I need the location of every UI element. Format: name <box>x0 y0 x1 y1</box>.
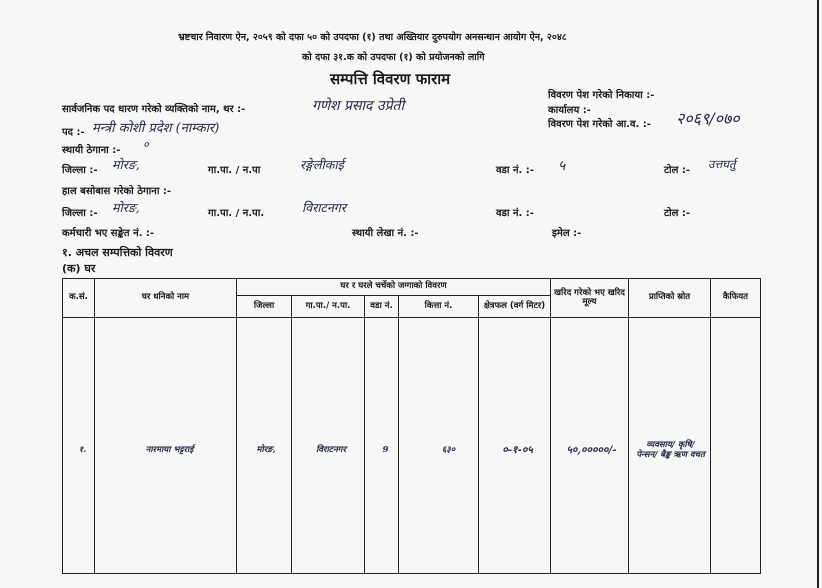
col-source-header: प्राप्तिको स्रोत <box>629 279 711 318</box>
col-district-header: जिल्ला <box>237 296 292 318</box>
employee-code-label: कर्मचारी भए सङ्केत नं. :- <box>62 228 155 239</box>
col-kitta-header: कित्ता नं. <box>399 296 479 318</box>
vdc-value: रङ्गेलीकाई <box>300 157 344 172</box>
col-vdc-header: गा.पा./ न.पा. <box>292 296 365 318</box>
ward-value: ५ <box>558 158 566 174</box>
post-value: मन्त्री कोशी प्रदेश (नाम्कार) <box>92 121 220 136</box>
cell-remarks <box>711 318 761 574</box>
current-vdc-label: गा.पा. / न.पा. <box>208 208 265 219</box>
cell-district: मोरङ, <box>237 318 292 574</box>
col-ward-header: वडा नं. <box>365 296 399 318</box>
tole-label: टोल :- <box>664 165 691 176</box>
cell-ward: 9 <box>365 318 399 574</box>
property-table <box>62 278 761 574</box>
table-row <box>63 318 761 574</box>
col-sn-header: क.सं. <box>63 279 95 318</box>
cell-price: ५०,०००००/- <box>551 318 629 574</box>
office-label: कार्यालय :- <box>548 105 591 116</box>
col-price-header: खरिद गरेको भए खरिद मूल्य <box>551 279 629 318</box>
cell-sn: १. <box>63 318 95 574</box>
name-value: गणेश प्रसाद उप्रेती <box>312 98 405 114</box>
email-label: इमेल :- <box>552 228 582 239</box>
cell-vdc: विराटनगर <box>292 318 365 574</box>
permanent-address-note: ० <box>143 138 149 151</box>
col-group-header: घर र घरले चर्चेको जग्गाको विवरण <box>237 279 551 296</box>
tole-value: उत्तघर्तु <box>708 157 736 171</box>
current-vdc-value: विराटनगर <box>302 200 346 215</box>
current-tole-label: टोल :- <box>664 208 691 219</box>
submitting-office-label: विवरण पेश गरेको निकाया :- <box>548 90 655 101</box>
header-line-2: को दफा ३१.क को उपदफा (१) को प्रयोजनको लागि <box>302 52 485 63</box>
permanent-address-label: स्थायी ठेगाना :- <box>62 145 121 156</box>
header-line-1: भ्रष्टचार निवारण ऐन, २०५९ को दफा ५० को उपदफा (१) तथा अख्तियार दुरुपयोग अनसन्धान आयोग ऐन, २०४८ <box>178 32 567 43</box>
page-border <box>817 0 819 588</box>
section-title: १. अचल सम्पत्तिको विवरण <box>62 246 173 259</box>
vdc-label: गा.पा. / न.पा <box>208 165 261 176</box>
post-label: पद :- <box>62 127 85 138</box>
current-address-label: हाल बसोबास गरेको ठेगाना :- <box>62 186 172 197</box>
cell-source: व्यवसाय/ कृषि/ पेन्सन/ बैङ्क ऋण वचत <box>629 318 711 574</box>
current-ward-label: वडा नं. :- <box>496 208 534 219</box>
form-title: सम्पत्ति विवरण फाराम <box>330 70 451 88</box>
col-owner-header: घर धनिको नाम <box>95 279 237 318</box>
current-district-value: मोरङ, <box>112 200 140 215</box>
fiscal-year-value: २०६९/०७० <box>676 109 740 128</box>
current-district-label: जिल्ला :- <box>62 208 98 219</box>
district-value: मोरङ, <box>112 157 140 172</box>
col-area-header: क्षेत्रफल (वर्ग मिटर) <box>479 296 551 318</box>
section-subtitle: (क) घर <box>62 262 96 275</box>
col-remarks-header: कैफियत <box>711 279 761 318</box>
ward-label: वडा नं. :- <box>496 165 534 176</box>
cell-area: ०-१-०५ <box>479 318 551 574</box>
name-label: सार्वजनिक पद धारण गरेको व्यक्तिको नाम, थर :- <box>62 104 246 115</box>
pan-label: स्थायी लेखा नं. :- <box>352 228 419 239</box>
district-label: जिल्ला :- <box>62 165 98 176</box>
cell-owner: नारमाया भट्टराई <box>95 318 237 574</box>
fiscal-year-label: विवरण पेश गरेको आ.व. :- <box>548 119 651 130</box>
cell-kitta: ६३० <box>399 318 479 574</box>
